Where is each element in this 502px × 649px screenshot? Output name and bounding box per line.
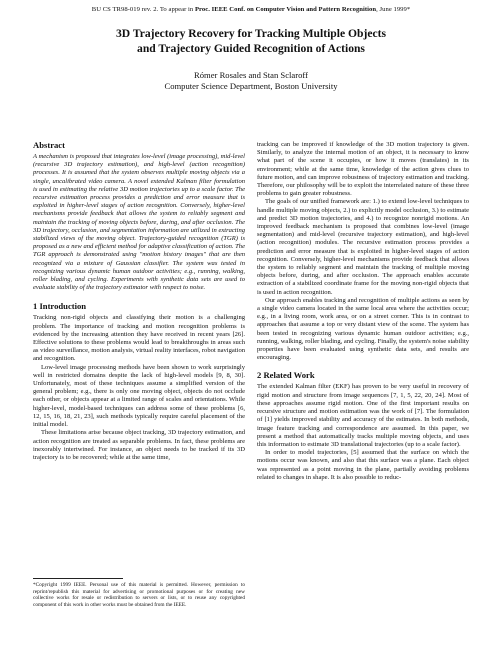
header-prefix: BU CS TR98-019 rev. 2. To appear in xyxy=(91,6,195,13)
abstract-heading: Abstract xyxy=(33,140,65,150)
paper-title xyxy=(30,26,472,56)
right-column xyxy=(257,141,469,482)
intro-paragraph-6: Our approach enables tracking and recognition of multiple actions as seen by a single video camera located in the same local area where the activities occur; e.g., in a living room, work area, or on a street corner. This is in contrast to approaches that assume a top or very distant view of the scene. The system has been tested in recognizing various dynamic human outdoor activities; e.g., running, walking, roller blading, and cycling. Finally, the system's noise stability properties have been evaluated using synthetic data sets, and results are encouraging. xyxy=(257,296,469,362)
title-line-2: and Trajectory Guided Recognition of Actions xyxy=(137,42,365,55)
copyright-footnote: *Copyright 1999 IEEE. Personal use of this material is permitted. However, permission to reprint/republish this material for advertising or promotional purposes or for creating new collective works for resale or redistribution to servers or lists, or to reuse any copyrighted component of this work in other works must be obtained from the IEEE. xyxy=(33,582,245,609)
header-venue: Proc. IEEE Conf. on Computer Vision and Pattern Recognition xyxy=(194,6,377,13)
author-names: Rómer Rosales and Stan Sclaroff xyxy=(194,70,308,80)
intro-paragraph-1: Tracking non-rigid objects and classifying their motion is a challenging problem. The importance of tracking and motion recognition problems is evidenced by the increasing attention they have received in recent years [26]. Effective solutions to these problems would lead to breakthroughs in areas such as video surveillance, motion analysis, virtual reality interfaces, robot navigation and recognition. xyxy=(33,314,245,363)
introduction-heading: 1 Introduction xyxy=(33,301,87,312)
author-block xyxy=(30,70,472,92)
intro-paragraph-3: These limitations arise because object tracking, 3D trajectory estimation, and action recognition are treated as separable problems. In fact, these problems are inexorably intertwined. For instance, an object needs to be tracked if its 3D trajectory is to be recovered; while at the same time, xyxy=(33,429,245,461)
footnote-rule xyxy=(33,578,123,579)
running-header xyxy=(0,6,502,13)
intro-paragraph-4: tracking can be improved if knowledge of the 3D motion trajectory is given. Similarly, to analyze the internal motion of an object, it is necessary to know what part of the scene it occupies, or how it moves (translates) in its environment; while at the same time, knowledge of the action gives clues to future motion, and can improve robustness of trajectory estimation and tracking. Therefore, our philosophy will be to exploit the interrelated nature of these three problems to gain greater robustness. xyxy=(257,141,469,198)
related-paragraph-2: In order to model trajectories, [5] assumed that the surface on which the motions occur was known, and also that this surface was a plane. Each object was represented as a point moving in the plane, partially avoiding problems related to changes in shape. It is also possible to reduc- xyxy=(257,449,469,481)
related-work-heading: 2 Related Work xyxy=(257,370,315,381)
intro-paragraph-5: The goals of our unified framework are: 1.) to extend low-level techniques to handle multiple moving objects, 2.) to explicitly model occlusion, 3.) to estimate and predict 3D motion trajectories, and 4.) to recognize nonrigid motions. An improved feedback mechanism is proposed that combines low-level (image segmentation) and mid-level (recursive trajectory estimation), and high-level (action recognition) modules. The recursive estimation process provides a prediction and error measure that is exploited in higher-level stages of action recognition. Conversely, higher-level mechanisms provide feedback that allows the system to reliably segment and maintain the tracking of multiple moving objects before, during, and after occlusion. The approach enables accurate extraction of a stabilized coordinate frame for the moving non-rigid objects that is used in action recognition. xyxy=(257,198,469,296)
left-column xyxy=(33,140,245,462)
intro-paragraph-2: Low-level image processing methods have been shown to work surprisingly well in restricted domains despite the lack of high-level models [9, 8, 30]. Unfortunately, most of these techniques assume a simplified version of the general problem; e.g., there is only one moving object, objects do not occlude each other, or objects appear at a limited range of scales and orientations. While higher-level, model-based techniques can address some of these problems [6, 12, 15, 16, 18, 21, 23], such methods typically require careful placement of the initial model. xyxy=(33,363,245,429)
title-line-1: 3D Trajectory Recovery for Tracking Multiple Objects xyxy=(115,27,387,40)
abstract-text: A mechanism is proposed that integrates low-level (image processing), mid-level (recursive 3D trajectory estimation), and high-level (action recognition) processes. It is assumed that the system observes multiple moving objects via a single, uncalibrated video camera. A novel extended Kalman filter formulation is used in estimating the relative 3D motion trajectories up to a scale factor. The recursive estimation process provides a prediction and error measure that is exploited in higher-level stages of action recognition. Conversely, higher-level mechanisms provide feedback that allows the system to reliably segment and maintain the tracking of moving objects before, during, and after occlusion. The 3D trajectory, occlusion, and segmentation information are utilized in extracting stabilized views of the moving object. Trajectory-guided recognition (TGR) is proposed as a new and efficient method for adaptive classification of action. The TGR approach is demonstrated using "motion history images" that are then recognized via a mixture of Gaussian classifier. The system was tested in recognizing various dynamic human outdoor activities; e.g., running, walking, roller blading, and cycling. Experiments with synthetic data sets are used to evaluate stability of the trajectory estimator with respect to noise. xyxy=(33,153,245,292)
related-paragraph-1: The extended Kalman filter (EKF) has proven to be very useful in recovery of rigid motion and structure from image sequences [7, 1, 5, 22, 20, 24]. Most of these approaches assume rigid motion. One of the first important results on recursive structure and motion estimation was the work of [7]. The formulation of [1] yields improved stability and accuracy of the estimates. In both methods, image feature tracking and correspondence are assumed. In this paper, we present a method that automatically tracks multiple moving objects, and uses this information to estimate 3D translational trajectories (up to a scale factor). xyxy=(257,383,469,448)
header-suffix: , June 1999* xyxy=(376,6,411,13)
author-affiliation: Computer Science Department, Boston University xyxy=(164,81,338,91)
